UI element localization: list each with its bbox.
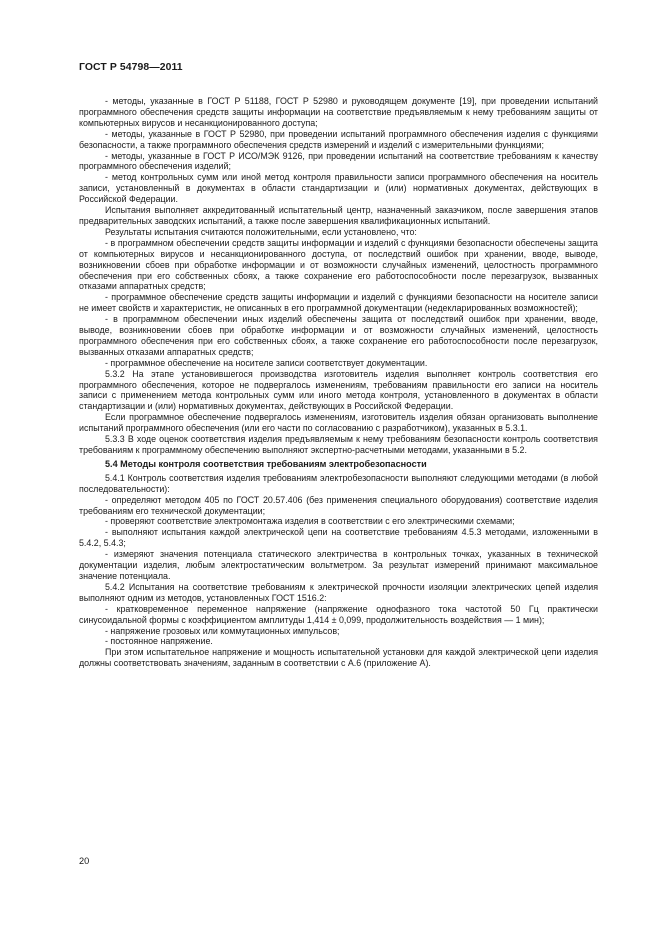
paragraph: - в программном обеспечении иных изделий обеспечены защита от последствий ошибок при хранении, вводе, выводе, возникновении сбоев при обработке информации и от возможности случайных изменений, целостность программного обеспечения при его собственных сбоях, а также сохранение его работоспособности после перезагрузок, вызванных отказами аппаратных средств; [79, 314, 598, 357]
document-header: ГОСТ Р 54798—2011 [79, 62, 183, 73]
paragraph: - кратковременное переменное напряжение (напряжение однофазного тока частотой 50 Гц практически синусоидальной формы с коэффициентом амплитуды 1,414 ± 0,099, продолжительность воздействия — 1 мин); [79, 603, 598, 625]
paragraph: Если программное обеспечение подвергалось изменениям, изготовитель изделия обязан организовать выполнение испытаний программного обеспечения (или его части по согласованию с разработчиком), указанных в 5.3.1. [79, 412, 598, 434]
paragraph: - программное обеспечение на носителе записи соответствует документации. [105, 357, 428, 368]
paragraph: - постоянное напряжение. [105, 636, 213, 647]
paragraph: - выполняют испытания каждой электрической цепи на соответствие требованиям 4.5.3 методами, изложенными в 5.4.2, 5.4.3; [79, 527, 598, 549]
paragraph: При этом испытательное напряжение и мощность испытательной установки для каждой электрической цепи изделия должны соответствовать значениям, заданным в соответствии с А.6 (приложение А). [79, 647, 598, 669]
paragraph: - программное обеспечение средств защиты информации и изделий с функциями безопасности на носителе записи не имеет свойств и характеристик, не описанных в его программной документации (недекларированных возможностей); [79, 292, 598, 314]
paragraph: - напряжение грозовых или коммутационных импульсов; [105, 625, 340, 636]
paragraph: - в программном обеспечении средств защиты информации и изделий с функциями безопасности обеспечены защита от компьютерных вирусов и несанкционированного доступа, от последствий ошибок при хранении, вводе, выводе, возникновении сбоев при обработке информации и от возможности случайных изменений, целостность программного обеспечения при его собственных сбоях, а также сохранение его работоспособности после перезагрузок, вызванных отказами аппаратных средств; [79, 237, 598, 292]
paragraph: - проверяют соответствие электромонтажа изделия в соответствии с его электрическими схемами; [105, 516, 515, 527]
page-number: 20 [79, 856, 90, 866]
paragraph: - метод контрольных сумм или иной метод контроля правильности записи программного обеспечения на носитель записи, установленный в документах в области стандартизации и (или) нормативных документах, действующих в Российской Федерации. [79, 172, 598, 205]
paragraph: Результаты испытания считаются положительными, если установлено, что: [105, 226, 417, 237]
paragraph: - методы, указанные в ГОСТ Р ИСО/МЭК 9126, при проведении испытаний на соответствие требованиям к качеству программного обеспечения изделий; [79, 150, 598, 172]
paragraph: - измеряют значения потенциала статического электричества в контрольных точках, указанных в технической документации изделия, любым электростатическим вольтметром. За результат измерений принимают максимальное значение потенциала. [79, 549, 598, 581]
document-body [79, 96, 598, 669]
paragraph: 5.4.2 Испытания на соответствие требованиям к электрической прочности изоляции электрических цепей изделия выполняют одним из методов, установленных ГОСТ 1516.2: [79, 581, 598, 603]
paragraph: 5.4.1 Контроль соответствия изделия требованиям электробезопасности выполняют следующими методами (в любой последовательности): [79, 472, 598, 494]
paragraph: - методы, указанные в ГОСТ Р 52980, при проведении испытаний программного обеспечения изделия с функциями безопасности, а также программного обеспечения средств измерений и изделий с измерительными функциями; [79, 128, 598, 150]
section-heading: 5.4 Методы контроля соответствия требованиям электробезопасности [105, 458, 427, 469]
paragraph: - определяют методом 405 по ГОСТ 20.57.406 (без применения специального оборудования) соответствие изделия требованиям его технической документации; [79, 494, 598, 516]
paragraph: 5.3.2 На этапе установившегося производства изготовитель изделия выполняет контроль соответствия его программного обеспечения, которое не подвергалось изменениям, требованиям правильности его записи на носитель записи с применением метода контрольных сумм или иного метода контроля, установленного в документах в области стандартизации и (или) нормативных документах, действующих в Российской Федерации. [79, 368, 598, 412]
paragraph: 5.3.3 В ходе оценок соответствия изделия предъявляемым к нему требованиям безопасности контроль соответствия требованиям к программному обеспечению выполняют экспертно-расчетными методами, указанными в 5.2. [79, 434, 598, 455]
paragraph: Испытания выполняет аккредитованный испытательный центр, назначенный заказчиком, после завершения этапов предварительных заводских испытаний, а также после завершения квалификационных испытаний. [79, 205, 598, 226]
paragraph: - методы, указанные в ГОСТ Р 51188, ГОСТ Р 52980 и руководящем документе [19], при проведении испытаний программного обеспечения средств защиты информации на соответствие предъявляемым к нему требованиям защиты от компьютерных вирусов и несанкционированного доступа; [79, 96, 598, 128]
